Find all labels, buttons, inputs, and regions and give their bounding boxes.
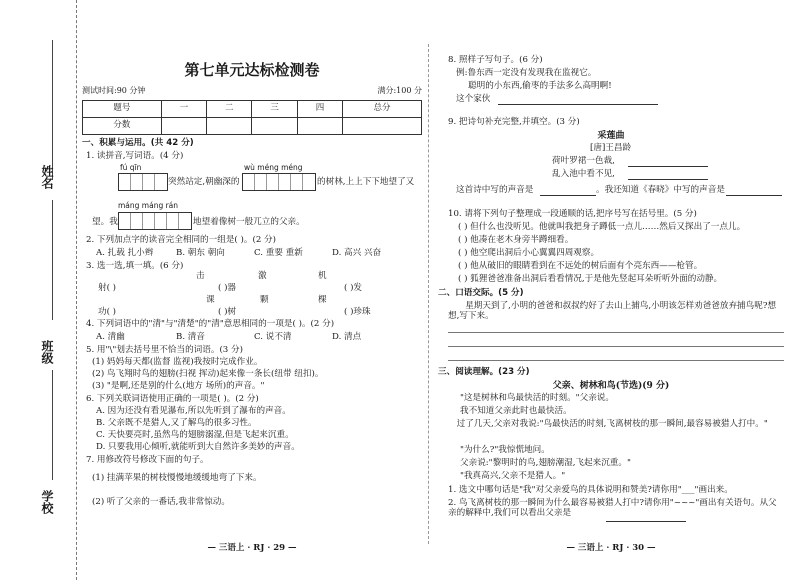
score-header-cell: 二 — [207, 101, 252, 118]
question-9: 9. 把诗句补充完整,并填空。(3 分) — [448, 117, 580, 127]
q10-item: ( ) 他从破旧的眼睛看到在不远处的树后面有个亮东西——枪管。 — [458, 261, 703, 271]
page-divider — [428, 44, 430, 544]
poem-title: 采莲曲 — [597, 131, 625, 141]
question-4: 4. 下列词语中的"清"与"清楚"的"清"意思相同的一项是( )。(2 分) — [86, 319, 335, 329]
exam-title: 第七单元达标检测卷 — [184, 61, 320, 79]
q10-item: ( ) 他凑在老木身旁半蹲细看。 — [458, 235, 574, 245]
question-5: 5. 用"\"划去括号里不恰当的词语。(3 分) — [86, 345, 243, 355]
q8-prompt: 这个家伙 — [456, 94, 491, 104]
q4-option-d: D. 清点 — [332, 332, 362, 342]
q3-word: 课 — [206, 295, 215, 305]
pinyin-2: máng máng rán — [118, 201, 179, 210]
q7-item-2: (2) 听了父亲的一番话,我非常惊动。 — [92, 497, 230, 507]
q4-option-a: A. 清幽 — [96, 332, 125, 342]
poem-blank-1[interactable] — [628, 166, 708, 167]
exam-time: 测试时间:90 分钟 — [82, 86, 146, 95]
school-label: 学校 — [40, 490, 54, 514]
score-row-label: 分数 — [83, 118, 162, 135]
q10-item: ( ) 狐狸爸爸准备出洞后看看情况,于是他先竖起耳朵听听外面的动静。 — [458, 274, 723, 284]
poem-question: 这首诗中写的声音是 — [456, 185, 534, 195]
q2-option-a: A. 扎载 扎小辫 — [96, 248, 154, 258]
answer-grid-1b[interactable] — [242, 173, 316, 191]
q6-option-d: D. 只要我用心倾听,就能听到大自然许多美妙的声音。 — [96, 442, 300, 452]
q1-line2-end: 地望着像树一般兀立的父亲。 — [193, 217, 305, 227]
q4-option-b: B. 清音 — [176, 332, 205, 342]
left-page — [82, 0, 422, 580]
binding-margin — [0, 0, 77, 580]
q2-option-b: B. 朝东 朝向 — [176, 248, 225, 258]
pinyin-1b: wù méng méng — [244, 163, 303, 172]
page-footer-right: — 三语上 · RJ · 30 — — [566, 543, 656, 553]
q8-example-2: 聪明的小东西,偷枣的手法多么高明啊! — [468, 81, 612, 91]
writing-line[interactable] — [448, 360, 784, 361]
reading-answer-line[interactable] — [606, 521, 686, 522]
q1-line2-start: 望。我 — [92, 217, 118, 227]
q1-line1-end: 的树林,上上下下地望了又 — [317, 177, 415, 187]
q3-blank: ( )器 — [218, 283, 237, 293]
poem-answer-2[interactable] — [726, 195, 782, 196]
binding-line — [52, 370, 53, 480]
poem-answer-1[interactable] — [540, 195, 596, 196]
q6-option-c: C. 天快要亮时,虽然鸟的翅膀溺湿,但是飞起来沉重。 — [96, 430, 294, 440]
q10-item: ( ) 他空爬出洞后小心翼翼四周观察。 — [458, 248, 600, 258]
writing-line[interactable] — [448, 346, 784, 347]
score-cell[interactable] — [343, 118, 422, 135]
question-1: 1. 读拼音,写词语。(4 分) — [86, 151, 184, 161]
question-3: 3. 选一选,填一填。(6 分) — [86, 261, 184, 271]
answer-grid-1a[interactable] — [118, 173, 168, 191]
score-header-cell: 总分 — [343, 101, 422, 118]
reading-line: 我不知道父亲此时也最快活。 — [460, 406, 572, 416]
q3-blank: ( )发 — [344, 283, 363, 293]
name-label: 姓名 — [40, 165, 54, 189]
q3-blank: 功( ) — [98, 307, 117, 317]
q3-word: 棵 — [318, 295, 327, 305]
reading-line: 过了几天,父亲对我说:"鸟最快活的时刻,飞离树枝的那一瞬间,最容易被猎人打中。" — [456, 419, 768, 429]
score-cell[interactable] — [161, 118, 206, 135]
class-label: 班级 — [40, 340, 54, 364]
oral-prompt: 星期天到了,小明的爸爸和叔叔约好了去山上捕鸟,小明该怎样劝爸爸放弃捕鸟呢?想想,写下来。 — [448, 301, 777, 321]
q6-option-a: A. 因为还没有看见瀑布,所以先听到了瀑布的声音。 — [96, 406, 291, 416]
score-header-cell: 题号 — [83, 101, 162, 118]
q6-option-b: B. 父亲既不是猎人,又了解鸟的很多习性。 — [96, 418, 257, 428]
score-cell[interactable] — [207, 118, 252, 135]
question-8: 8. 照样子写句子。(6 分) — [448, 55, 543, 65]
writing-line[interactable] — [448, 332, 784, 333]
score-header-cell: 三 — [252, 101, 297, 118]
binding-line — [52, 40, 53, 180]
q3-word: 机 — [318, 271, 327, 281]
score-cell[interactable] — [297, 118, 342, 135]
section-3-heading: 三、阅读理解。(23 分) — [438, 367, 530, 377]
q4-option-c: C. 说不清 — [254, 332, 292, 342]
pinyin-1a: fú qīn — [120, 163, 142, 172]
q5-item: (1) 妈妈每天都(监督 监视)我按时完成作业。 — [92, 357, 263, 367]
reading-line: "为什么?"我惊慌地问。 — [460, 445, 550, 455]
reading-line: "这是树林和鸟最快活的时刻。"父亲说。 — [460, 393, 615, 403]
q5-item: (3) "是啊,还是别的什么(地方 场所)的声音。" — [92, 381, 265, 391]
section-1-heading: 一、积累与运用。(共 42 分) — [82, 138, 194, 148]
binding-line — [52, 200, 53, 320]
question-2: 2. 下列加点字的读音完全相同的一组是( )。(2 分) — [86, 235, 276, 245]
q3-blank: 射( ) — [98, 283, 117, 293]
q1-line1-mid: 突然站定,朝幽深的 — [168, 177, 240, 187]
question-7: 7. 用修改符号修改下面的句子。 — [86, 455, 209, 465]
poem-author: [唐]王昌龄 — [590, 143, 632, 153]
q3-word: 颗 — [260, 295, 269, 305]
score-header-cell: 一 — [161, 101, 206, 118]
answer-grid-2[interactable] — [118, 212, 192, 230]
q8-answer-line[interactable] — [498, 104, 658, 105]
right-page — [436, 0, 786, 580]
question-6: 6. 下列关联词语使用正确的一项是( )。(2 分) — [86, 394, 259, 404]
q3-word: 激 — [258, 271, 267, 281]
question-10: 10. 请将下列句子整理成一段通顺的话,把序号写在括号里。(5 分) — [448, 209, 697, 219]
section-2-heading: 二、口语交际。(5 分) — [438, 288, 524, 298]
score-header-cell: 四 — [297, 101, 342, 118]
poem-blank-2[interactable] — [628, 179, 708, 180]
reading-line: "我真高兴,父亲不是猎人。" — [460, 471, 566, 481]
q10-item: ( ) 但什么也没听见。他就叫我把身子蹲低一点儿……然后又探出了一点儿。 — [458, 222, 746, 232]
reading-question-2: 2. 鸟飞离树枝的那一瞬间为什么最容易被猎人打中?请你用"~~~"画出有关语句。从父亲的解释中,我们可以看出父亲是 — [448, 498, 777, 518]
score-table — [82, 100, 422, 135]
page-footer-left: — 三语上 · RJ · 29 — — [207, 543, 297, 553]
q2-option-c: C. 重要 重新 — [254, 248, 303, 258]
q3-blank: ( )树 — [218, 307, 237, 317]
reading-question-1: 1. 选文中哪句话是"我"对父亲爱鸟的具体说明和赞美?请你用"___"画出来。 — [448, 485, 733, 495]
exam-full-score: 满分:100 分 — [377, 86, 422, 95]
poem-line-1: 荷叶罗裙一色裁, — [552, 156, 615, 166]
score-cell[interactable] — [252, 118, 297, 135]
q2-option-d: D. 高兴 兴奋 — [332, 248, 382, 258]
poem-question-2: 。我还知道《春晓》中写的声音是 — [596, 185, 725, 195]
reading-line: 父亲说:"黎明时的鸟,翅膀潮湿,飞起来沉重。" — [460, 458, 631, 468]
q7-item-1: (1) 挂满苹果的树枝慢慢地缓缓地弯了下来。 — [92, 473, 262, 483]
q5-item: (2) 鸟飞翔时鸟的翅膀(扫视 挥动)起来像一条长(纽带 纽扣)。 — [92, 369, 324, 379]
q3-word: 击 — [196, 271, 205, 281]
reading-title: 父亲、树林和鸟(节选)(9 分) — [552, 381, 670, 391]
q3-blank: ( )珍珠 — [344, 307, 371, 317]
poem-line-2: 乱入池中看不见, — [552, 169, 615, 179]
q8-example: 例:鲁东西一定没有发现我在监视它。 — [456, 68, 597, 78]
